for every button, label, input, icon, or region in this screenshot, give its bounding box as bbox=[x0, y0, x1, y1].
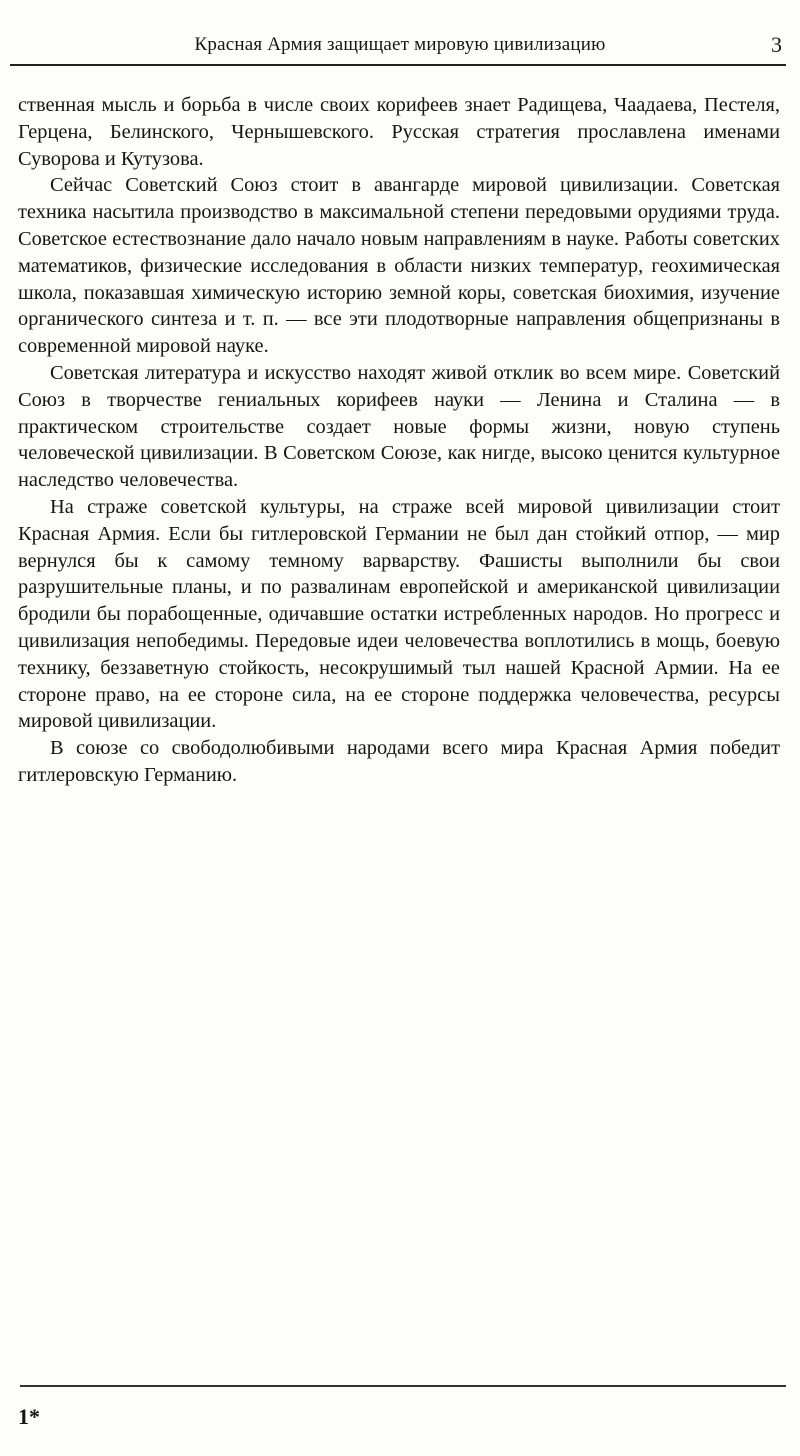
running-head bbox=[14, 34, 786, 60]
footer-rule bbox=[20, 1385, 786, 1387]
paragraph-soviet-civilization: Сейчас Советский Союз стоит в авангарде мировой цивилизации. Советская техника насытила производство в максимальной степени передовыми орудиями труда. Советское естествознание дало начало новым направлениям в науке. Работы советских математиков, физические исследования в области низких температур, геохимическая школа, показавшая химическую историю земной коры, советская биохимия, изучение органического синтеза и т. п. — все эти плодотворные направления общепризнаны в современной мировой науке. bbox=[18, 174, 780, 358]
paragraph-literature-art: Советская литература и искусство находят живой отклик во всем мире. Советский Союз в творчестве гениальных корифеев науки — Ленина и Сталина — в практическом строительстве создает новые формы жизни, новую ступень человеческой цивилизации. В Советском Союзе, как нигде, высоко ценится культурное наследство человечества. bbox=[18, 361, 780, 492]
header-rule bbox=[10, 64, 786, 66]
body-text bbox=[18, 92, 780, 789]
running-title: Красная Армия защищает мировую цивилизацию bbox=[194, 34, 606, 55]
page-number: 3 bbox=[771, 32, 782, 57]
signature-mark: 1* bbox=[18, 1404, 40, 1429]
paragraph-red-army-guard: На страже советской культуры, на страже всей мировой цивилизации стоит Красная Армия. Если бы гитлеровской Германии не был дан стойкий отпор, — мир вернулся бы к самому темному варварству. Фашисты выполнили бы свои разрушительные планы, и по развалинам европейской и американской цивилизации бродили бы порабощенные, одичавшие остатки истребленных народов. Но прогресс и цивилизация непобедимы. Передовые идеи человечества воплотились в мощь, боевую технику, беззаветную стойкость, несокрушимый тыл нашей Красной Армии. На ее стороне право, на ее стороне сила, на ее стороне поддержка человечества, ресурсы мировой цивилизации. bbox=[18, 495, 780, 733]
paragraph-conclusion: В союзе со свободолюбивыми народами всего мира Красная Армия победит гитлеровскую Германию. bbox=[18, 737, 780, 786]
paragraph-continuation: ственная мысль и борьба в числе своих корифеев знает Радищева, Чаадаева, Пестеля, Герцена, Белинского, Чернышевского. Русская стратегия прославлена именами Суворова и Кутузова. bbox=[18, 94, 780, 170]
